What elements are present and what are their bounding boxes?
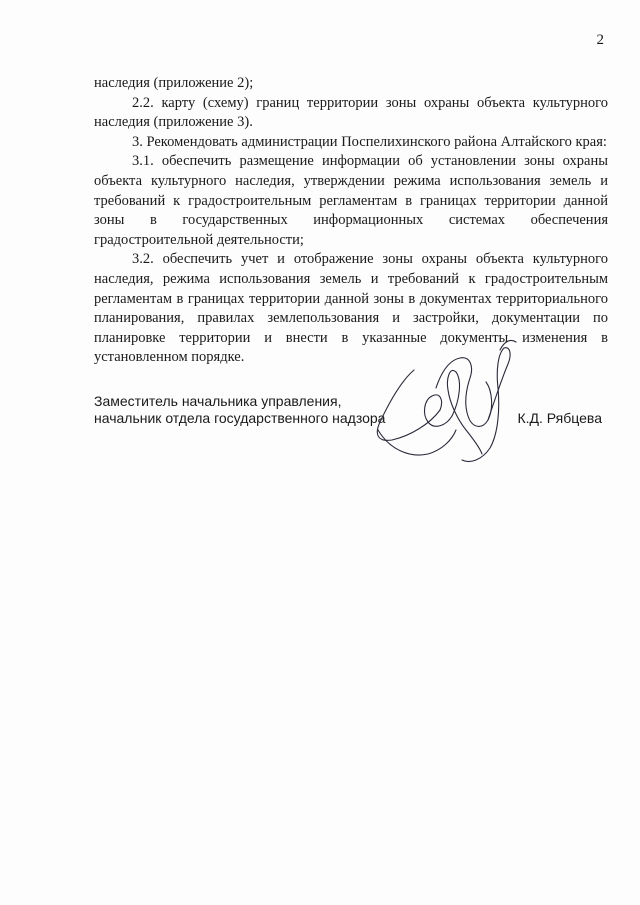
signer-name: К.Д. Рябцева (517, 410, 602, 426)
paragraph-3: 3. Рекомендовать администрации Поспелихинского района Алтайского края: (132, 133, 607, 150)
paragraph-3-2: 3.2. обеспечить учет и отображение зоны охраны объекта культурного наследия, режима использования земель и требований к градостроительным регламентам в границах территории данной зоны в документах территориального планирования, правилах землепользования и застройки, документации по планировке территории и внести в указанные документы изменения в установленном порядке. (94, 251, 608, 366)
handwritten-signature-icon (370, 330, 530, 480)
signature-block (94, 393, 608, 427)
signer-title-line-1: Заместитель начальника управления, (94, 393, 342, 409)
page-number: 2 (596, 32, 604, 48)
signer-title-line-2: начальник отдела государственного надзора (94, 410, 386, 426)
document-body (94, 74, 608, 368)
paragraph-2-2: 2.2. карту (схему) границ территории зоны охраны объекта культурного наследия (приложение 3). (94, 94, 608, 131)
paragraph-annex-2-end: наследия (приложение 2); (94, 75, 254, 91)
paragraph-3-1: 3.1. обеспечить размещение информации об установлении зоны охраны объекта культурного наследия, утверждении режима использования земель и требований к градостроительным регламентам в границах территории данной зоны в государственных информационных системах обеспечения градостроительной деятельности; (94, 153, 608, 248)
